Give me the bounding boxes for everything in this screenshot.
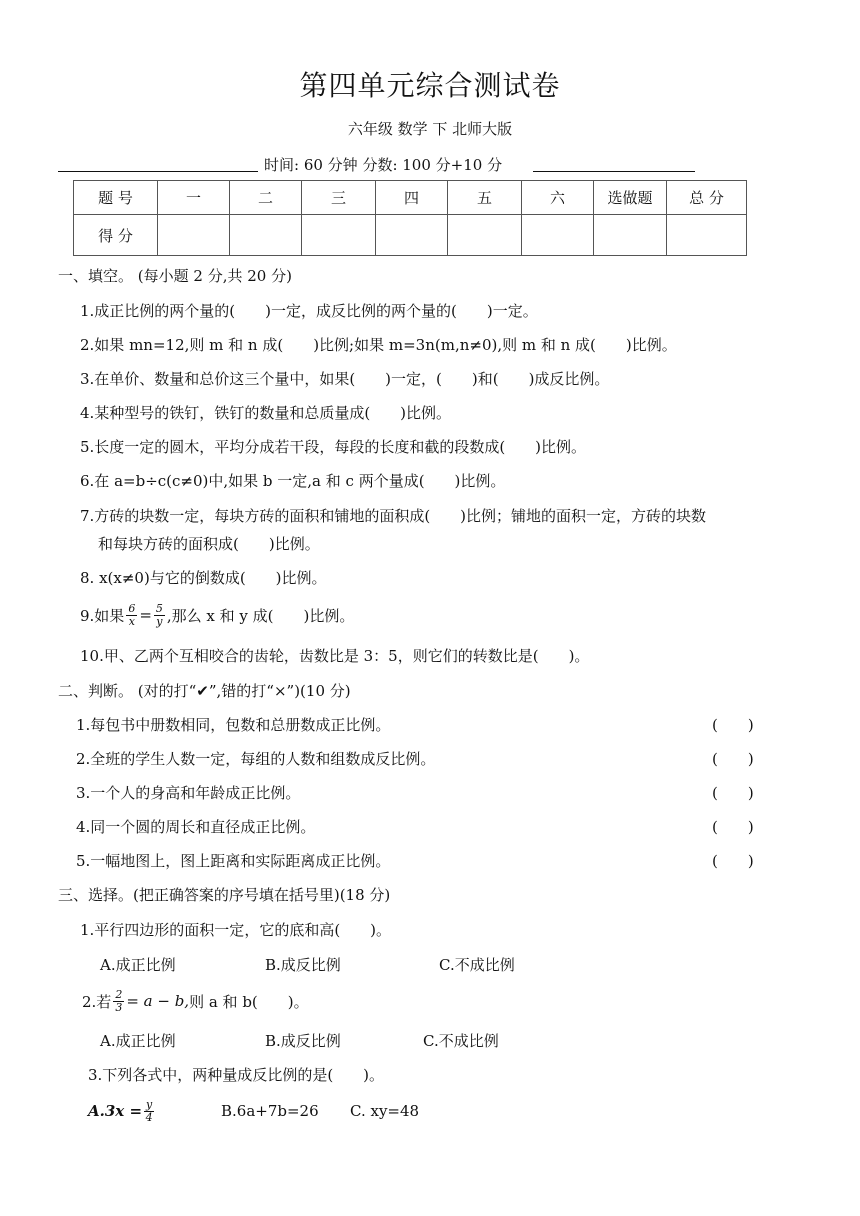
score-header-cell: 题 号 — [74, 181, 158, 215]
q3-option-a-numerator: y — [146, 1097, 153, 1111]
score-header-cell: 四 — [376, 181, 448, 215]
page-title: 第四单元综合测试卷 — [299, 69, 561, 102]
q2-expression: = a − b, — [126, 992, 190, 1010]
q2-frac-denominator: 3 — [115, 1000, 123, 1014]
fill-question-8: 8. x(x≠0)与它的倒数成( )比例。 — [80, 569, 327, 587]
choice-1-option-a: A.成正比例 — [100, 956, 176, 974]
score-table-score-row — [74, 215, 747, 256]
score-header-cell: 六 — [522, 181, 594, 215]
exam-info: 时间: 60 分钟 分数: 100 分+10 分 — [264, 156, 503, 174]
choice-3-option-b: B.6a+7b=26 — [221, 1102, 319, 1120]
q9-equals: = — [139, 606, 152, 624]
fill-question-7-line1: 7.方砖的块数一定，每块方砖的面积和铺地的面积成( )比例；铺地的面积一定，方砖的块数 — [80, 507, 707, 525]
q2-suffix: 则 a 和 b( )。 — [189, 992, 309, 1011]
score-row-label: 得 分 — [74, 215, 158, 256]
score-table-header-row — [74, 181, 747, 215]
q9-prefix: 9.如果 — [80, 606, 125, 625]
judge-answer-paren-5[interactable]: ( ) — [712, 852, 754, 870]
judge-item-1: 1.每包书中册数相同，包数和总册数成正比例。 — [76, 716, 391, 734]
q9-frac2-numerator: 5 — [155, 601, 163, 615]
section-fill-title: 一、填空。 (每小题 2 分,共 20 分) — [58, 267, 292, 285]
name-blank-line — [58, 171, 258, 172]
q9-frac1-numerator: 6 — [128, 601, 136, 615]
score-cell[interactable] — [230, 215, 302, 256]
judge-item-2: 2.全班的学生人数一定，每组的人数和组数成反比例。 — [76, 750, 436, 768]
score-cell[interactable] — [448, 215, 522, 256]
judge-answer-paren-3[interactable]: ( ) — [712, 784, 754, 802]
choice-2-option-a: A.成正比例 — [100, 1032, 176, 1050]
class-blank-line — [533, 171, 695, 172]
judge-answer-paren-4[interactable]: ( ) — [712, 818, 754, 836]
fill-question-6: 6.在 a=b÷c(c≠0)中,如果 b 一定,a 和 c 两个量成( )比例。 — [80, 472, 506, 490]
q2-frac-numerator: 2 — [115, 987, 123, 1001]
fill-question-2: 2.如果 mn=12,则 m 和 n 成( )比例;如果 m=3n(m,n≠0),则 m 和 n 成( )比例。 — [80, 336, 677, 354]
score-cell[interactable] — [594, 215, 667, 256]
q9-fraction-1 — [126, 603, 137, 628]
section-judge-title: 二、判断。 (对的打“✔”,错的打“×”)(10 分) — [58, 682, 351, 700]
score-header-cell: 二 — [230, 181, 302, 215]
section-choice-title: 三、选择。(把正确答案的序号填在括号里)(18 分) — [58, 886, 391, 904]
judge-item-3: 3.一个人的身高和年龄成正比例。 — [76, 784, 301, 802]
q9-frac1-denominator: x — [128, 614, 135, 628]
fill-question-1: 1.成正比例的两个量的( )一定，成反比例的两个量的( )一定。 — [80, 302, 538, 320]
score-header-cell: 总 分 — [667, 181, 747, 215]
fill-question-10: 10.甲、乙两个互相咬合的齿轮，齿数比是 3：5，则它们的转数比是( )。 — [80, 647, 590, 665]
q9-suffix: ,那么 x 和 y 成( )比例。 — [166, 606, 355, 625]
score-header-cell: 五 — [448, 181, 522, 215]
choice-3-option-a — [88, 1096, 156, 1126]
q3-option-a-fraction — [144, 1099, 154, 1124]
q3-option-a-expr: A.3x = — [88, 1102, 143, 1120]
fill-question-4: 4.某种型号的铁钉，铁钉的数量和总质量成( )比例。 — [80, 404, 452, 422]
score-header-cell: 选做题 — [594, 181, 667, 215]
q2-prefix: 2.若 — [82, 992, 112, 1011]
choice-2-option-b: B.成反比例 — [265, 1032, 341, 1050]
q9-frac2-denominator: y — [156, 614, 163, 628]
choice-3-option-c: C. xy=48 — [350, 1102, 420, 1120]
choice-question-3: 3.下列各式中，两种量成反比例的是( )。 — [88, 1066, 385, 1084]
judge-answer-paren-2[interactable]: ( ) — [712, 750, 754, 768]
choice-question-2 — [82, 986, 309, 1016]
q3-option-a-denominator: 4 — [145, 1110, 153, 1124]
score-cell[interactable] — [302, 215, 376, 256]
fill-question-9 — [80, 600, 354, 630]
choice-1-option-b: B.成反比例 — [265, 956, 341, 974]
fill-question-5: 5.长度一定的圆木，平均分成若干段，每段的长度和截的段数成( )比例。 — [80, 438, 587, 456]
score-cell[interactable] — [376, 215, 448, 256]
fill-question-7-line2: 和每块方砖的面积成( )比例。 — [98, 535, 320, 553]
choice-1-option-c: C.不成比例 — [439, 956, 515, 974]
score-cell[interactable] — [522, 215, 594, 256]
choice-question-1: 1.平行四边形的面积一定，它的底和高( )。 — [80, 921, 392, 939]
judge-item-4: 4.同一个圆的周长和直径成正比例。 — [76, 818, 316, 836]
judge-answer-paren-1[interactable]: ( ) — [712, 716, 754, 734]
score-header-cell: 三 — [302, 181, 376, 215]
score-cell[interactable] — [667, 215, 747, 256]
choice-2-option-c: C.不成比例 — [423, 1032, 499, 1050]
judge-item-5: 5.一幅地图上，图上距离和实际距离成正比例。 — [76, 852, 391, 870]
page-subtitle: 六年级 数学 下 北师大版 — [347, 120, 513, 138]
fill-question-3: 3.在单价、数量和总价这三个量中，如果( )一定，( )和( )成反比例。 — [80, 370, 610, 388]
score-cell[interactable] — [158, 215, 230, 256]
q2-fraction — [113, 989, 124, 1014]
score-header-cell: 一 — [158, 181, 230, 215]
q9-fraction-2 — [154, 603, 165, 628]
score-table — [73, 180, 747, 256]
